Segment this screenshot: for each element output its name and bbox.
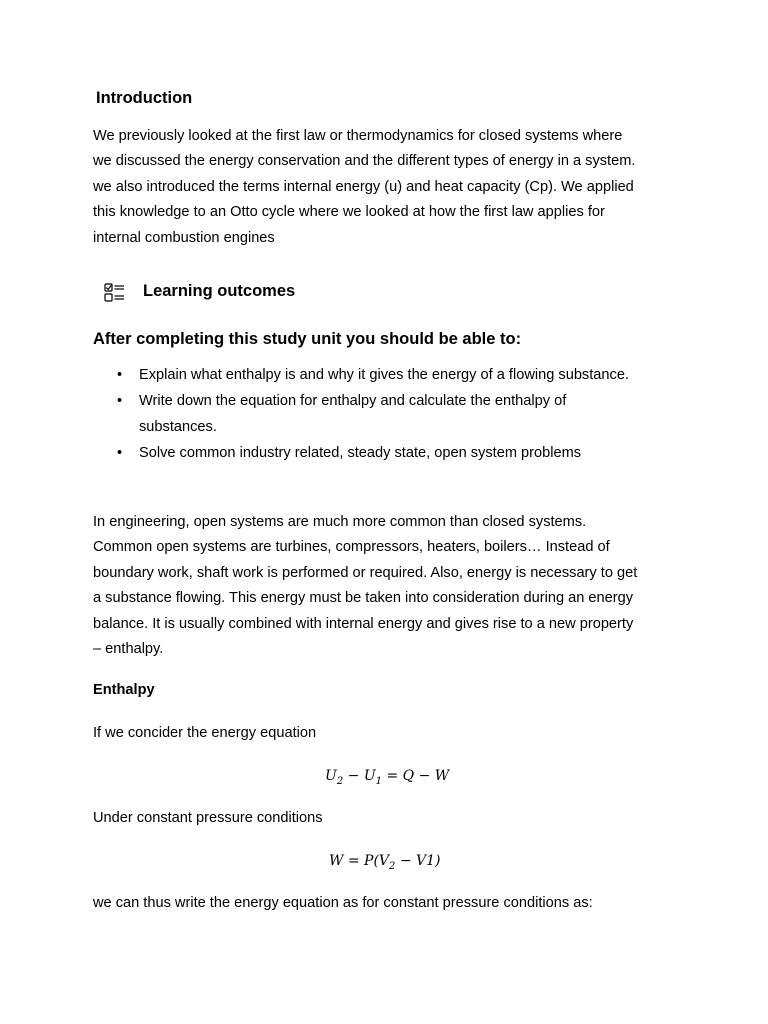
text-line: this knowledge to an Otto cycle where we looked at how the first law applies for [93,204,605,221]
outcomes-subheading: After completing this study unit you should be able to: [93,330,522,348]
list-item-text: Write down the equation for enthalpy and calculate the enthalpy of [139,393,567,410]
text-line: we also introduced the terms internal energy (u) and heat capacity (Cp). We applied [93,178,634,195]
text-line: balance. It is usually combined with internal energy and gives rise to a new property [93,615,634,632]
bullet-icon: • [117,367,123,383]
open-systems-paragraph [93,510,693,662]
bullet-icon: • [117,445,123,462]
list-item-text: Explain what enthalpy is and why it gives the energy of a flowing substance. [139,367,629,383]
text-line: a substance flowing. This energy must be taken into consideration during an energy [93,590,634,607]
text-line: – enthalpy. [93,641,164,658]
text-line: we discussed the energy conservation and the different types of energy in a system. [93,153,636,170]
text-line: internal combustion engines [93,229,275,246]
list-item [0,389,768,440]
outcomes-list [0,363,768,468]
energy-equation: $U_2 - U_1 = Q - W$ [325,768,450,787]
work-equation: $W = P(V_2 - V1)$ [329,853,441,872]
learning-outcomes-heading: Learning outcomes [143,282,296,300]
text-line: boundary work, shaft work is performed or required. Also, energy is necessary to get [93,564,638,581]
introduction-heading: Introduction [96,89,193,107]
list-item-text: substances. [139,418,217,435]
constant-pressure-conclusion: we can thus write the energy equation as for constant pressure conditions as: [93,895,593,911]
text-line: We previously looked at the first law or thermodynamics for closed systems where [93,128,623,144]
list-item-text: Solve common industry related, steady state, open system problems [139,445,582,462]
text-line: Common open systems are turbines, compressors, heaters, boilers… Instead of [93,539,610,556]
text-line: In engineering, open systems are much more common than closed systems. [93,514,587,530]
bullet-icon: • [117,393,123,410]
list-item [0,441,768,466]
energy-equation-intro: If we concider the energy equation [93,725,317,741]
checklist-icon [104,283,126,303]
constant-pressure-text: Under constant pressure conditions [93,810,323,826]
list-item [0,363,768,388]
enthalpy-heading: Enthalpy [93,682,155,698]
introduction-paragraph [93,124,693,251]
